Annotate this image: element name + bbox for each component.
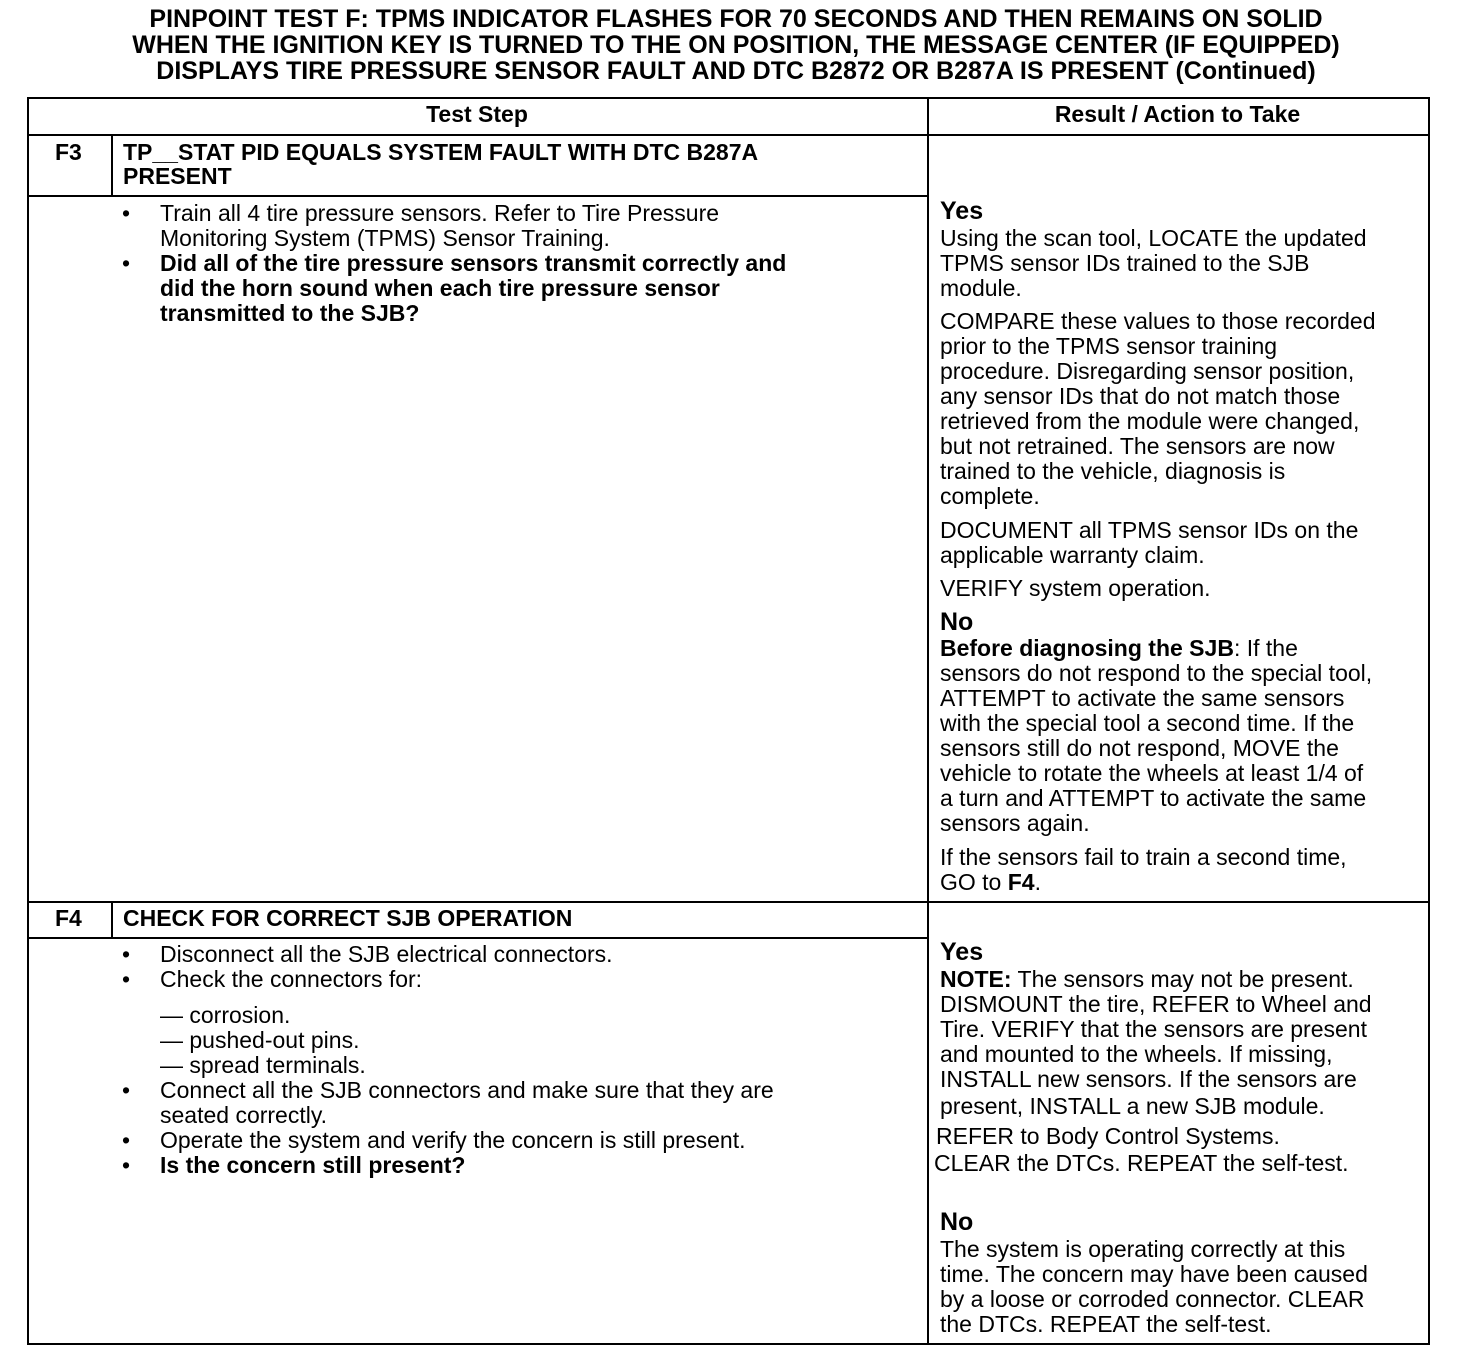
f3-no-lead-rest: : If the xyxy=(1233,635,1298,661)
f3-yes-p2-line: COMPARE these values to those recorded xyxy=(940,308,1376,334)
f4-bullet-5: Is the concern still present? xyxy=(160,1152,466,1178)
f4-note-line xyxy=(940,967,1354,992)
f3-yes-p2-line: but not retrained. The sensors are now xyxy=(940,433,1335,459)
f4-no-line: the DTCs. REPEAT the self-test. xyxy=(940,1311,1272,1337)
f4-heading: CHECK FOR CORRECT SJB OPERATION xyxy=(123,905,573,931)
f3-no-p1-line: ATTEMPT to activate the same sensors xyxy=(940,685,1345,711)
title-line-3: DISPLAYS TIRE PRESSURE SENSOR FAULT AND DTC B2872 OR B287A IS PRESENT (Continued) xyxy=(156,57,1316,85)
f3-f4-rule xyxy=(29,901,1430,903)
f3-no-label: No xyxy=(940,608,974,636)
bullet: • xyxy=(122,1127,131,1153)
f4-yes-line: and mounted to the wheels. If missing, xyxy=(940,1041,1333,1067)
f3-yes-p2-line: any sensor IDs that do not match those xyxy=(940,383,1341,409)
f4-dash-item: — spread terminals. xyxy=(160,1052,366,1078)
page-title xyxy=(0,6,1472,84)
f4-dash-item: — pushed-out pins. xyxy=(160,1027,360,1053)
f4-no-line: by a loose or corroded connector. CLEAR xyxy=(940,1286,1365,1312)
f4-heading-rule xyxy=(29,937,927,939)
f3-no-p2-line-1: If the sensors fail to train a second time, xyxy=(940,844,1347,870)
f3-no-p1-line: a turn and ATTEMPT to activate the same xyxy=(940,785,1367,811)
f3-bullet-1-line-2: Monitoring System (TPMS) Sensor Training. xyxy=(160,225,610,251)
f3-yes-p1-line: module. xyxy=(940,275,1022,301)
f3-yes-p1-line: TPMS sensor IDs trained to the SJB xyxy=(940,250,1310,276)
f3-yes-p3-line: applicable warranty claim. xyxy=(940,542,1205,568)
f4-no-line: The system is operating correctly at this xyxy=(940,1236,1346,1262)
f3-no-p1-line: with the special tool a second time. If the xyxy=(940,710,1355,736)
bullet: • xyxy=(122,941,131,967)
f3-yes-paragraph-4: VERIFY system operation. xyxy=(940,575,1211,601)
f3-heading-rule xyxy=(29,195,927,197)
go-to-prefix: GO to xyxy=(940,869,1008,895)
id-divider-f3 xyxy=(111,135,113,197)
f3-bullet-1-line-1: Train all 4 tire pressure sensors. Refer to Tire Pressure xyxy=(160,200,720,226)
bullet: • xyxy=(122,250,131,276)
column-divider xyxy=(927,99,929,1345)
header-test-step: Test Step xyxy=(426,101,528,127)
f3-no-bold-lead: Before diagnosing the SJB xyxy=(940,635,1234,661)
f3-no-p1-line: sensors do not respond to the special tool, xyxy=(940,660,1373,686)
f3-yes-p2-line: complete. xyxy=(940,483,1040,509)
f4-yes-clear-line: CLEAR the DTCs. REPEAT the self-test. xyxy=(934,1150,1349,1176)
f3-no-p1-line: vehicle to rotate the wheels at least 1/4 of xyxy=(940,760,1364,786)
f3-yes-p2-line: procedure. Disregarding sensor position, xyxy=(940,358,1355,384)
step-id-f3: F3 xyxy=(55,139,82,165)
title-line-1: PINPOINT TEST F: TPMS INDICATOR FLASHES FOR 70 SECONDS AND THEN REMAINS ON SOLID xyxy=(149,5,1323,33)
go-to-step-link[interactable]: F4 xyxy=(1007,869,1035,895)
bullet: • xyxy=(122,966,131,992)
f4-no-label: No xyxy=(940,1208,974,1236)
f4-yes-refer-line: REFER to Body Control Systems. xyxy=(936,1123,1280,1149)
f4-yes-label: Yes xyxy=(940,938,984,966)
f3-yes-p1-line: Using the scan tool, LOCATE the updated xyxy=(940,225,1367,251)
f4-yes-line: Tire. VERIFY that the sensors are present xyxy=(940,1016,1367,1042)
note-text: The sensors may not be present. xyxy=(1011,966,1354,992)
f4-no-line: time. The concern may have been caused xyxy=(940,1261,1368,1287)
title-line-2: WHEN THE IGNITION KEY IS TURNED TO THE ON POSITION, THE MESSAGE CENTER (IF EQUIPPED) xyxy=(132,31,1340,59)
header-rule xyxy=(29,134,1430,136)
bullet: • xyxy=(122,1152,131,1178)
f3-no-p2-line-2 xyxy=(940,870,1041,895)
f3-yes-p2-line: prior to the TPMS sensor training xyxy=(940,333,1278,359)
f3-no-p1-line: sensors still do not respond, MOVE the xyxy=(940,735,1339,761)
note-label: NOTE: xyxy=(940,966,1012,992)
f3-no-p1-line: sensors again. xyxy=(940,810,1090,836)
f3-heading-line-1: TP__STAT PID EQUALS SYSTEM FAULT WITH DTC B287A xyxy=(123,139,759,165)
go-to-suffix: . xyxy=(1034,869,1041,895)
f4-bullet-2: Check the connectors for: xyxy=(160,966,423,992)
f3-yes-p2-line: retrieved from the module were changed, xyxy=(940,408,1360,434)
f4-bullet-1: Disconnect all the SJB electrical connectors. xyxy=(160,941,613,967)
f3-bullet-2-line-3: transmitted to the SJB? xyxy=(160,300,420,326)
f4-bullet-4: Operate the system and verify the concern is still present. xyxy=(160,1127,746,1153)
bullet: • xyxy=(122,200,131,226)
f3-bullet-2-line-1: Did all of the tire pressure sensors transmit correctly and xyxy=(160,250,787,276)
f4-bullet-3-line-2: seated correctly. xyxy=(160,1102,328,1128)
f4-yes-line: DISMOUNT the tire, REFER to Wheel and xyxy=(940,991,1372,1017)
f3-bullet-2-line-2: did the horn sound when each tire pressure sensor xyxy=(160,275,720,301)
f3-yes-p2-line: trained to the vehicle, diagnosis is xyxy=(940,458,1286,484)
f4-bullet-3-line-1: Connect all the SJB connectors and make sure that they are xyxy=(160,1077,774,1103)
f3-yes-p3-line: DOCUMENT all TPMS sensor IDs on the xyxy=(940,517,1359,543)
f4-yes-line: present, INSTALL a new SJB module. xyxy=(940,1093,1325,1119)
f3-no-first-line xyxy=(940,636,1298,661)
header-result: Result / Action to Take xyxy=(1054,101,1301,127)
step-id-f4: F4 xyxy=(55,905,82,931)
id-divider-f4 xyxy=(111,902,113,938)
bullet: • xyxy=(122,1077,131,1103)
f4-yes-line: INSTALL new sensors. If the sensors are xyxy=(940,1066,1357,1092)
f4-dash-item: — corrosion. xyxy=(160,1002,291,1028)
f3-heading-line-2: PRESENT xyxy=(123,163,232,189)
f3-yes-label: Yes xyxy=(940,197,984,225)
